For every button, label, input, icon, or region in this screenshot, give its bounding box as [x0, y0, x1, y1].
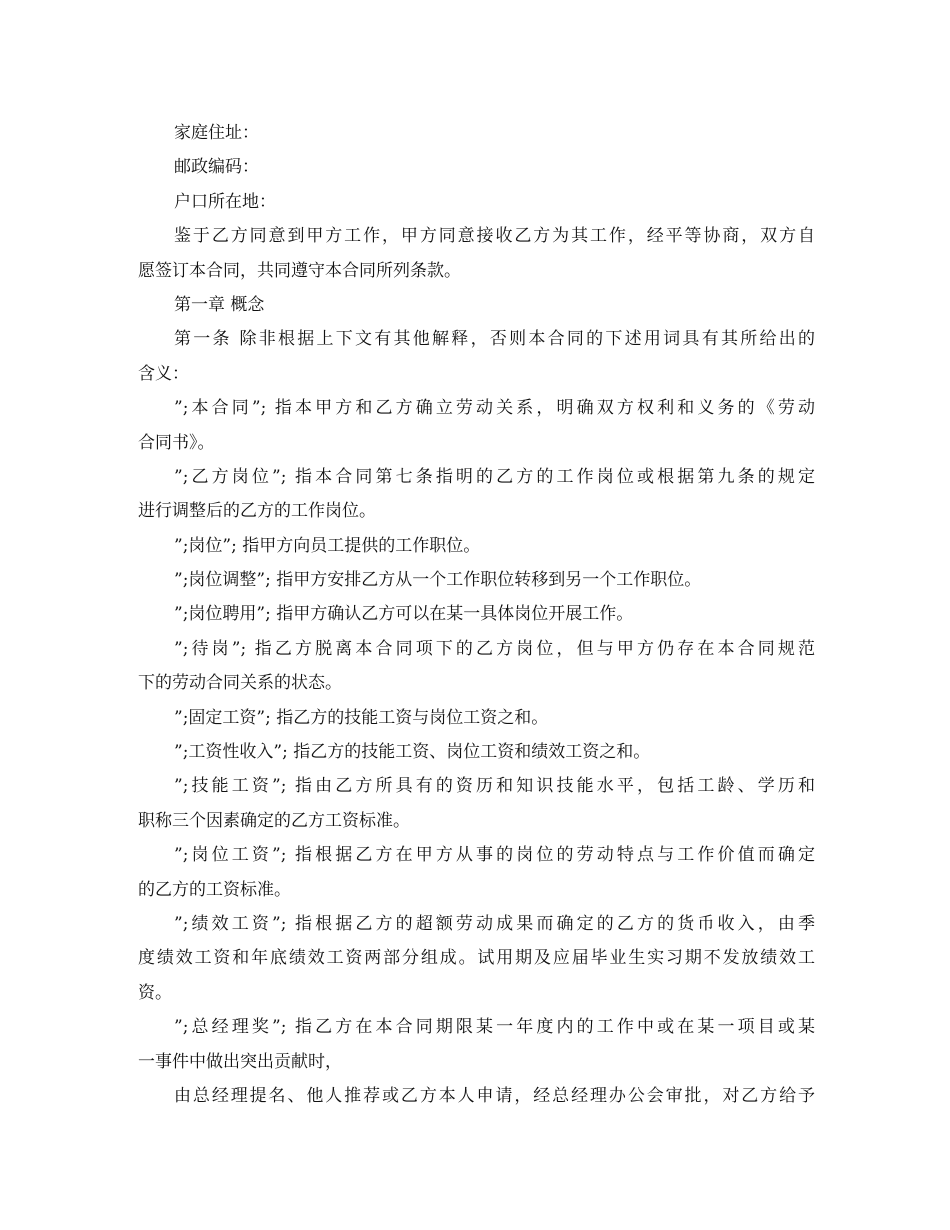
definition-post-wage-line-1: ”;岗位工资”; 指根据乙方在甲方从事的岗位的劳动特点与工作价值而确定: [174, 845, 815, 866]
definition-performance-wage-line-1: ”;绩效工资”; 指根据乙方的超额劳动成果而确定的乙方的货币收入，由季: [174, 913, 815, 934]
definition-party-b-post-line-1: ”;乙方岗位”; 指本合同第七条指明的乙方的工作岗位或根据第九条的规定: [174, 466, 815, 487]
gm-award-continuation: 由总经理提名、他人推荐或乙方本人申请，经总经理办公会审批，对乙方给予: [174, 1085, 815, 1106]
chapter-heading: 第一章 概念: [174, 294, 265, 315]
definition-performance-wage-line-3: 资。: [138, 982, 172, 1003]
definition-post: ”;岗位”; 指甲方向员工提供的工作职位。: [174, 535, 481, 556]
definition-post-wage-line-2: 的乙方的工资标准。: [138, 879, 291, 900]
field-household-registration: 户口所在地：: [174, 191, 276, 212]
definition-skill-wage-line-2: 职称三个因素确定的乙方工资标准。: [138, 810, 410, 831]
field-home-address: 家庭住址：: [174, 123, 259, 143]
definition-standby-line-2: 下的劳动合同关系的状态。: [138, 673, 342, 694]
definition-post-adjustment: ”;岗位调整”; 指甲方安排乙方从一个工作职位转移到另一个工作职位。: [174, 570, 702, 591]
definition-gm-award-line-1: ”;总经理奖”; 指乙方在本合同期限某一年度内的工作中或在某一项目或某: [174, 1017, 815, 1038]
definition-wage-income: ”;工资性收入”; 指乙方的技能工资、岗位工资和绩效工资之和。: [174, 742, 651, 763]
definition-gm-award-line-2: 一事件中做出突出贡献时，: [138, 1051, 342, 1072]
definition-skill-wage-line-1: ”;技能工资”; 指由乙方所具有的资历和知识技能水平，包括工龄、学历和: [174, 776, 815, 797]
definition-fixed-wage: ”;固定工资”; 指乙方的技能工资与岗位工资之和。: [174, 707, 549, 728]
article-1-line-1: 第一条 除非根据上下文有其他解释，否则本合同的下述用词具有其所给出的: [174, 329, 815, 350]
definition-contract-line-2: 合同书》。: [138, 432, 215, 453]
field-postal-code: 邮政编码：: [174, 157, 259, 178]
definition-party-b-post-line-2: 进行调整后的乙方的工作岗位。: [138, 501, 376, 522]
definition-contract-line-1: ”;本合同”; 指本甲方和乙方确立劳动关系，明确双方权利和义务的《劳动: [174, 398, 815, 419]
preamble-line-2: 愿签订本合同，共同遵守本合同所列条款。: [138, 260, 461, 281]
definition-post-hiring: ”;岗位聘用”; 指甲方确认乙方可以在某一具体岗位开展工作。: [174, 604, 634, 625]
document-body: [138, 116, 815, 1113]
definition-performance-wage-line-2: 度绩效工资和年底绩效工资两部分组成。试用期及应届毕业生实习期不发放绩效工: [138, 948, 815, 969]
preamble-line-1: 鉴于乙方同意到甲方工作，甲方同意接收乙方为其工作，经平等协商，双方自: [174, 226, 815, 247]
definition-standby-line-1: ”;待岗”; 指乙方脱离本合同项下的乙方岗位，但与甲方仍存在本合同规范: [174, 638, 815, 659]
article-1-line-2: 含义：: [138, 363, 189, 384]
